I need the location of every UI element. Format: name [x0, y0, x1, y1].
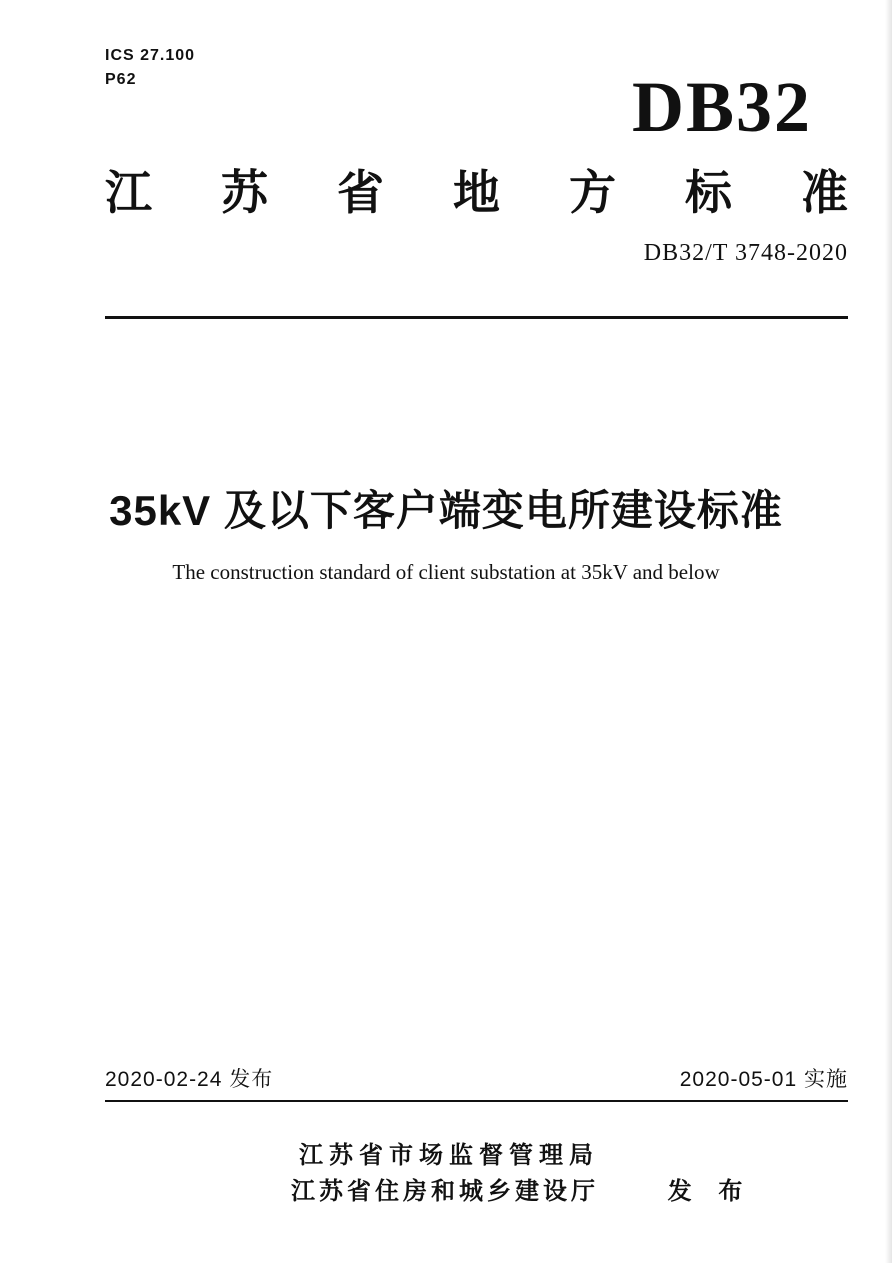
header-divider-line — [105, 316, 848, 319]
document-title-chinese: 35kV 及以下客户端变电所建设标准 — [109, 487, 783, 534]
issuer-line-2-name: 江苏省住房和城乡建设厅 — [291, 1178, 599, 1205]
dates-row — [105, 1063, 848, 1102]
issuer-line-2 — [291, 1174, 848, 1210]
issuer-block — [105, 1138, 848, 1210]
issuer-line-1: 江苏省市场监督管理局 — [299, 1142, 599, 1169]
document-title-english: The construction standard of client substation at 35kV and below — [172, 560, 720, 584]
issue-label: 发 布 — [667, 1178, 753, 1205]
issue-date: 2020-02-24 发布 — [105, 1068, 274, 1091]
implementation-date: 2020-05-01 实施 — [679, 1068, 848, 1091]
scan-edge-shadow — [885, 0, 892, 1263]
standard-type-heading: 江 苏 省 地 方 标 准 — [105, 166, 848, 219]
standard-number: DB32/T 3748-2020 — [643, 240, 848, 266]
ics-classification-block — [105, 44, 195, 92]
ics-code: ICS 27.100 — [105, 47, 196, 64]
classification-code: P62 — [105, 71, 137, 88]
db32-logo: DB32 — [631, 67, 812, 147]
